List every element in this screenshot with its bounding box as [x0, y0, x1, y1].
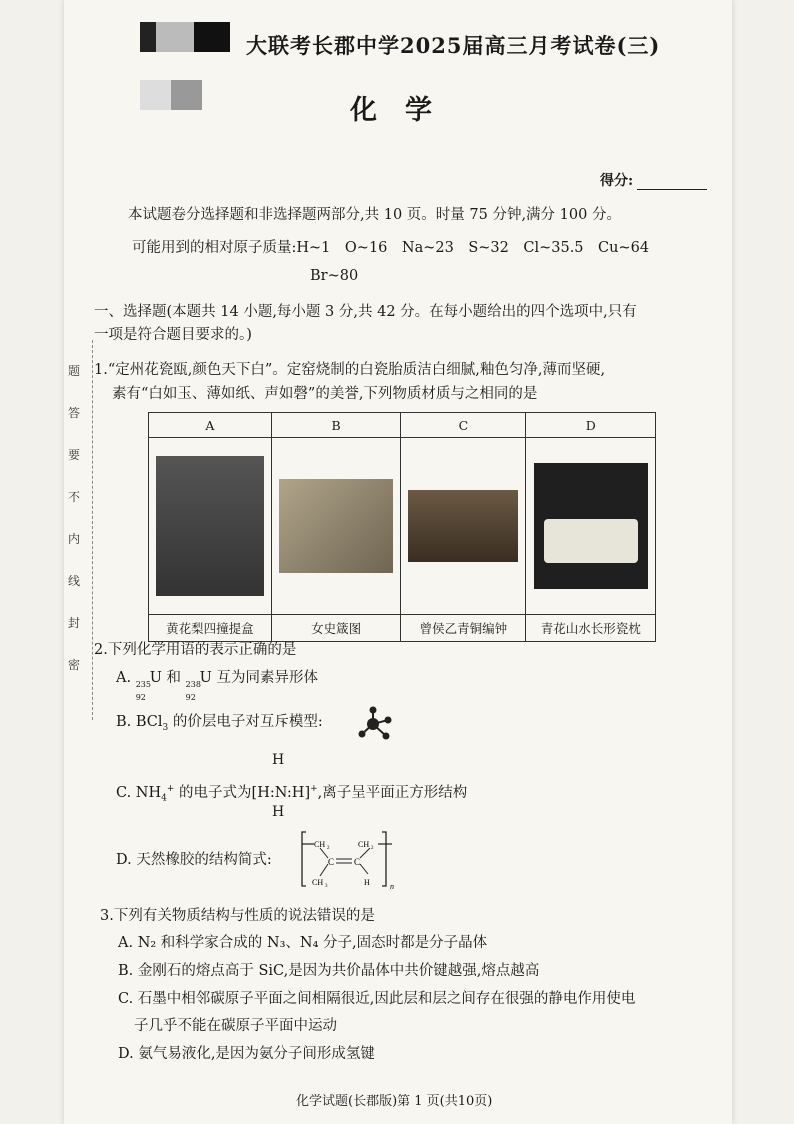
score-field — [600, 170, 707, 190]
notice-char: 内 — [67, 532, 80, 546]
notice-char: 答 — [67, 406, 80, 420]
question-2-stem: 2.下列化学用语的表示正确的是 — [94, 642, 297, 658]
option-letter: C — [401, 413, 526, 438]
q3-option-c: C. 石墨中相邻碳原子平面之间相隔很近,因此层和层之间存在很强的静电作用使电 — [118, 991, 636, 1007]
rubber-carbon: C — [328, 857, 335, 867]
option-a-photo — [149, 438, 272, 615]
option-label: 女史箴图 — [271, 615, 401, 642]
rubber-h: H — [364, 878, 370, 887]
q2-option-c: C. $NH_4^+$ 的电子式为[H:N:H]+,离子呈平面正方形结构 — [116, 784, 468, 804]
atomic-mass-line-2: Br~80 — [310, 268, 359, 284]
q3-option-a: A. N₂ 和科学家合成的 N₃、N₄ 分子,固态时都是分子晶体 — [118, 935, 488, 951]
rubber-carbon: C — [354, 857, 361, 867]
option-letter: A — [149, 413, 272, 438]
rubber-ch2-left: CH — [314, 840, 326, 849]
score-blank — [637, 189, 707, 190]
seal-dashed-line — [92, 340, 93, 720]
wooden-box-photo — [156, 456, 264, 596]
rubber-subscript: 2 — [327, 846, 330, 851]
q3-option-b: B. 金刚石的熔点高于 SiC,是因为共价晶体中共价键越强,熔点越高 — [118, 963, 540, 979]
notice-char: 线 — [67, 574, 80, 588]
seal-line-notice — [66, 350, 82, 686]
q3-option-d: D. 氨气易液化,是因为氨分子间形成氢键 — [118, 1046, 375, 1062]
rubber-n: n — [390, 882, 394, 890]
option-label: 黄花梨四撞提盒 — [149, 615, 272, 642]
page-footer: 化学试题(长郡版)第 1 页(共10页) — [296, 1094, 493, 1109]
q2-option-d: D. 天然橡胶的结构简式: — [116, 852, 272, 868]
question-1-stem: 1.“定州花瓷瓯,颜色天下白”。定窑烧制的白瓷胎质洁白细腻,釉色匀净,薄而坚硬, — [94, 362, 606, 378]
score-label: 得分: — [600, 173, 634, 189]
redacted-mark — [140, 22, 230, 52]
question-3-stem: 3.下列有关物质结构与性质的说法错误的是 — [100, 908, 375, 924]
painting-photo — [279, 479, 393, 573]
intro-line: 本试题卷分选择题和非选择题两部分,共 10 页。时量 75 分钟,满分 100 分。 — [128, 207, 621, 223]
vsepr-model-icon — [358, 706, 394, 746]
notice-char: 要 — [67, 448, 80, 462]
option-letter: B — [271, 413, 401, 438]
rubber-structure-diagram — [300, 828, 398, 890]
rubber-subscript: 2 — [371, 846, 374, 851]
option-letter: D — [526, 413, 656, 438]
q3-option-c-2: 子几乎不能在碳原子平面中运动 — [134, 1018, 337, 1034]
atomic-mass-line: 可能用到的相对原子质量:H~1 O~16 Na~23 S~32 Cl~35.5 Cu~64 — [132, 240, 650, 256]
section-heading: 一、选择题(本题共 14 小题,每小题 3 分,共 42 分。在每小题给出的四个选项中,只有 — [94, 304, 637, 320]
porcelain-pillow-photo — [534, 463, 648, 589]
notice-char: 不 — [67, 490, 80, 504]
bronze-bells-photo — [408, 490, 518, 562]
q2-option-b: B. BCl$_3$ 的价层电子对互斥模型: — [116, 714, 323, 733]
notice-char: 密 — [67, 658, 80, 672]
electron-formula-bottom-h: H — [272, 804, 285, 820]
rubber-ch2-right: CH — [358, 840, 370, 849]
redacted-mark — [140, 80, 202, 110]
notice-char: 题 — [67, 364, 80, 378]
question-1-stem-2: 素有“白如玉、薄如纸、声如磬”的美誉,下列物质材质与之相同的是 — [112, 386, 538, 402]
rubber-subscript: 3 — [325, 884, 328, 889]
subject-title: 化学 — [350, 95, 460, 126]
option-label: 曾侯乙青铜编钟 — [401, 615, 526, 642]
exam-title: 大联考长郡中学2025届高三月考试卷(三) — [246, 33, 661, 58]
q2-option-a: A. 235 92 U 和 238 92 U 互为同素异形体 — [116, 670, 318, 702]
option-c-photo — [401, 438, 526, 615]
section-heading-2: 一项是符合题目要求的。) — [94, 327, 252, 343]
notice-char: 封 — [67, 616, 80, 630]
option-b-photo — [271, 438, 401, 615]
electron-formula-top-h: H — [272, 752, 285, 768]
question-1-options-table — [148, 412, 656, 642]
rubber-ch3: CH — [312, 878, 324, 887]
option-d-photo — [526, 438, 656, 615]
option-label: 青花山水长形瓷枕 — [526, 615, 656, 642]
